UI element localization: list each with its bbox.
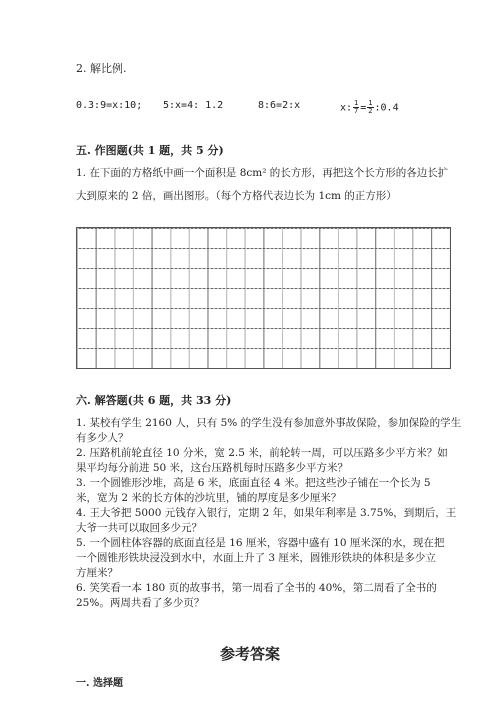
section-6-line: 有多少人？ <box>76 432 129 444</box>
proportion-4-equals: = <box>360 102 367 114</box>
section-6-heading: 六. 解答题(共 6 题，共 33 分) <box>76 394 232 407</box>
proportion-3: 8:6=2:x <box>258 100 301 111</box>
proportion-2: 5:x=4: 1.2 <box>163 100 224 111</box>
square-grid-paper <box>76 227 451 369</box>
question-2-title: 2. 解比例. <box>76 62 127 75</box>
section-6-line: 3. 一个圆锥形沙堆，高是 6 米，底面直径 4 米。把这些沙子铺在一个长为 5 <box>76 477 431 489</box>
section-5-heading: 五. 作图题(共 1 题，共 5 分) <box>76 144 224 157</box>
proportion-1: 0.3:9=x:10; <box>76 100 143 111</box>
section-5-line: 大到原来的 2 倍，画出图形。（每个方格代表边长为 1cm 的正方形） <box>76 190 397 202</box>
section-6-line: 4. 王大爷把 5000 元钱存入银行，定期 2 年，如果年利率是 3.75%，到期后，王 <box>76 507 457 519</box>
fraction-one-half: $\frac{1}{2}$ <box>368 99 373 115</box>
proportion-4 <box>340 100 399 115</box>
section-6-line: 大爷一共可以取回多少元？ <box>76 522 202 534</box>
section-6-line: 5. 一个圆柱体容器的底面直径是 16 厘米，容器中盛有 10 厘米深的水，现在把 <box>76 537 445 549</box>
section-6-line: 6. 笑笑看一本 180 页的故事书，第一周看了全书的 40%，第二周看了全书的 <box>76 582 437 594</box>
section-6-line: 2. 压路机前轮直径 10 分米，宽 2.5 米，前轮转一周，可以压路多少平方米？如 <box>76 447 448 459</box>
fraction-one-seventh: $\frac{1}{7}$ <box>354 99 359 115</box>
section-5-question <box>76 166 449 204</box>
section-6-line: 25%。两周共看了多少页？ <box>76 597 205 609</box>
proportion-4-prefix: x: <box>340 102 353 114</box>
section-6-line: 米，宽为 2 米的长方体的沙坑里，铺的厚度是多少厘米？ <box>76 492 342 504</box>
section-6-line: 一个圆锥形铁块浸没到水中，水面上升了 3 厘米，圆锥形铁块的体积是多少立 <box>76 552 436 564</box>
answer-section-1-heading: 一. 选择题 <box>76 678 123 689</box>
section-6-line: 方厘米？ <box>76 567 118 579</box>
section-6-line: 1. 某校有学生 2160 人，只有 5% 的学生没有参加意外事故保险，参加保险的学生 <box>76 417 462 429</box>
section-6-line: 果平均每分前进 50 米，这台压路机每时压路多少平方米？ <box>76 462 349 474</box>
section-5-line: 1. 在下面的方格纸中画一个面积是 8cm² 的长方形，再把这个长方形的各边长扩 <box>76 167 449 179</box>
section-6-questions <box>76 416 462 611</box>
proportion-4-suffix: :0.4 <box>374 102 399 114</box>
answer-key-title: 参考答案 <box>219 645 280 663</box>
